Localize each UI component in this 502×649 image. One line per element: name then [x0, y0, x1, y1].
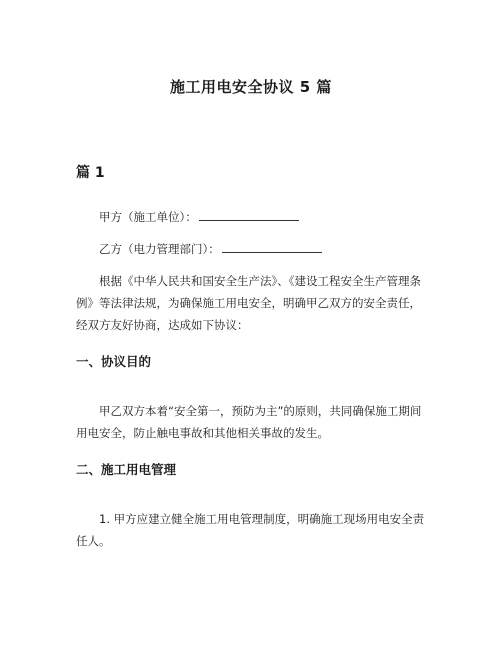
party-a-blank — [199, 208, 299, 221]
party-a-label: 甲方（施工单位）： — [99, 210, 197, 224]
clause-1-paragraph: 1. 甲方应建立健全施工用电管理制度，明确施工现场用电安全责任人。 — [76, 512, 425, 548]
party-a-line — [76, 206, 432, 228]
document-title: 施工用电安全协议 5 篇 — [170, 78, 332, 96]
section-heading: 篇 1 — [76, 165, 105, 181]
heading-construction-power-management: 二、施工用电管理 — [76, 462, 177, 477]
party-b-label: 乙方（电力管理部门）： — [99, 242, 220, 256]
party-b-blank — [222, 240, 322, 253]
party-b-line — [76, 238, 432, 260]
purpose-paragraph: 甲乙双方本着“安全第一，预防为主”的原则，共同确保施工期间用电安全，防止触电事故和其他相关事故的发生。 — [76, 404, 422, 440]
intro-paragraph: 根据《中华人民共和国安全生产法》、《建设工程安全生产管理条例》等法律法规，为确保施工用电安全，明确甲乙双方的安全责任，经双方友好协商，达成如下协议： — [76, 274, 421, 332]
heading-agreement-purpose: 一、协议目的 — [76, 354, 152, 369]
